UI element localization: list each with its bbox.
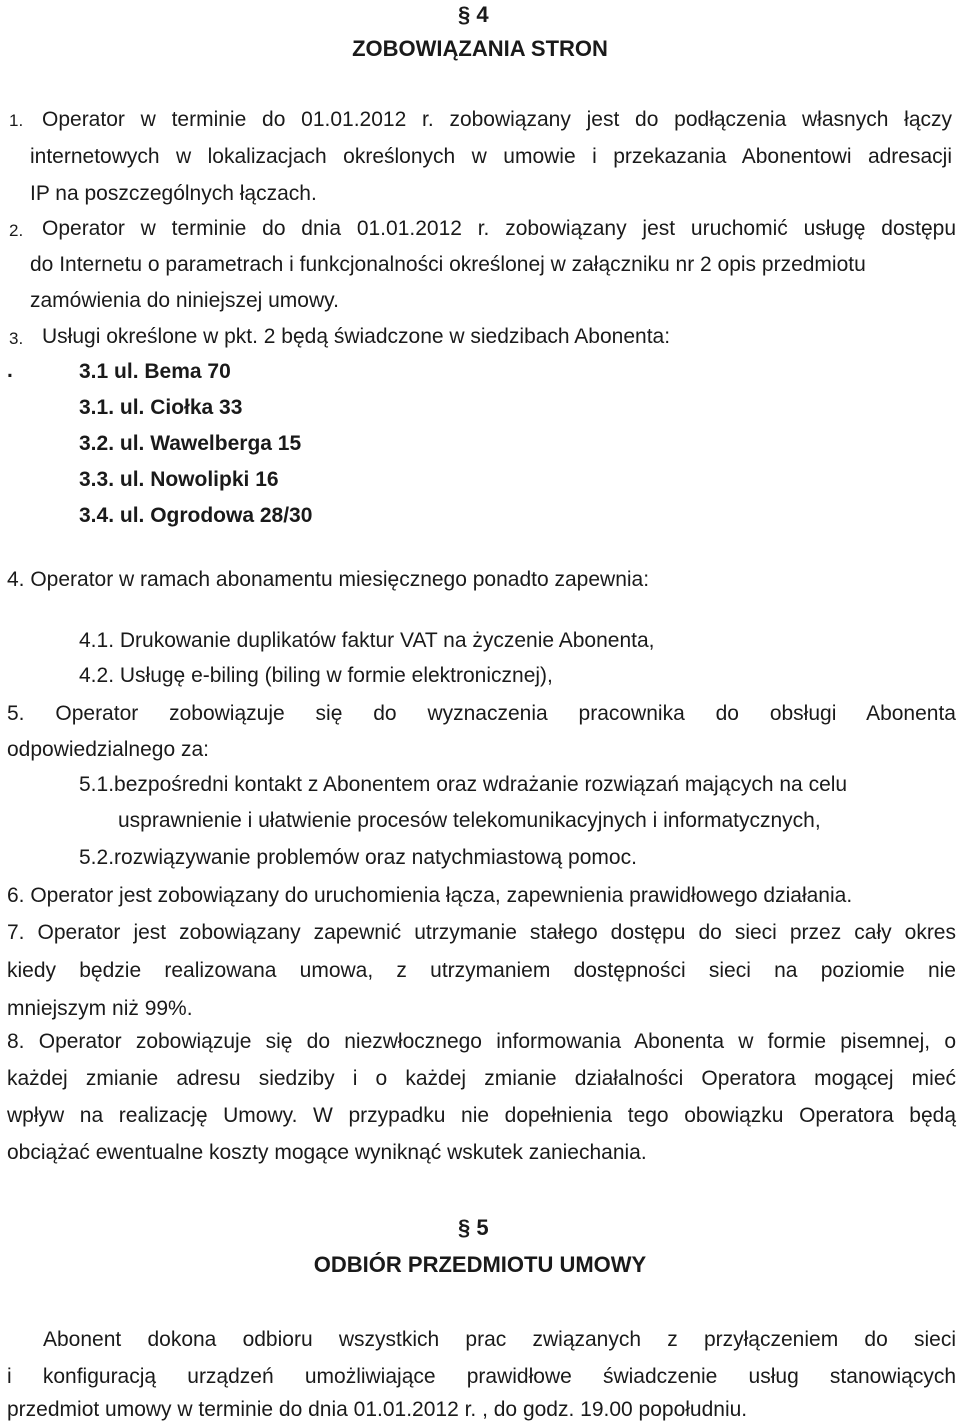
point-3-line-1: Usługi określone w pkt. 2 będą świadczone w siedzibach Abonenta: [42,325,671,348]
section-5-line-2: i konfiguracją urządzeń umożliwiające prawidłowe świadczenie usług stanowiących [7,1365,956,1388]
point-1-number: 1. [9,111,24,130]
section-4-title: ZOBOWIĄZANIA STRON [352,36,608,61]
point-2-line-3: zamówienia do niniejszej umowy. [30,289,339,312]
point-2-line-2: do Internetu o parametrach i funkcjonalności określonej w załączniku nr 2 opis przedmiotu [30,253,866,276]
section-5-title: ODBIÓR PRZEDMIOTU UMOWY [313,1252,647,1277]
section-5-line-3: przedmiot umowy w terminie do dnia 01.01.2012 r. , do godz. 19.00 popołudniu. [7,1398,748,1421]
point-8-line-3: wpływ na realizację Umowy. W przypadku nie dopełnienia tego obowiązku Operatora będą [7,1104,956,1127]
point-4-1-text: 4.1. Drukowanie duplikatów faktur VAT na życzenie Abonenta, [79,629,655,652]
point-3-number: 3. [9,329,24,348]
address-item: 3.1 ul. Bema 70 [79,360,231,383]
point-8-line-4: obciążać ewentualne koszty mogące wyniknąć wskutek zaniechania. [7,1141,647,1164]
point-5-line-1: 5. Operator zobowiązuje się do wyznaczenia pracownika do obsługi Abonenta [7,702,956,725]
address-list-marker: . [7,359,13,382]
point-7-line-1: 7. Operator jest zobowiązany zapewnić utrzymanie stałego dostępu do sieci przez cały okres [7,921,956,944]
point-2-number: 2. [9,221,24,240]
point-5-2-text: 5.2.rozwiązywanie problemów oraz natychmiastową pomoc. [79,846,637,869]
point-1-line-3: IP na poszczególnych łączach. [30,182,317,205]
address-item: 3.2. ul. Wawelberga 15 [79,432,302,455]
point-6-text: 6. Operator jest zobowiązany do uruchomienia łącza, zapewnienia prawidłowego działania. [7,884,853,907]
point-5-1-line-1: 5.1.bezpośredni kontakt z Abonentem oraz wdrażanie rozwiązań mających na celu [79,773,848,796]
section-5-sign: § 5 [458,1215,489,1240]
point-7-line-3: mniejszym niż 99%. [7,997,193,1020]
point-8-line-2: każdej zmianie adresu siedziby i o każdej zmianie działalności Operatora mogącej mieć [7,1067,956,1090]
section-5-line-1: Abonent dokona odbioru wszystkich prac związanych z przyłączeniem do sieci [43,1328,956,1351]
address-item: 3.1. ul. Ciołka 33 [79,396,243,419]
point-8-line-1: 8. Operator zobowiązuje się do niezwłocznego informowania Abonenta w formie pisemnej, o [7,1030,956,1053]
address-item: 3.4. ul. Ogrodowa 28/30 [79,504,313,527]
point-4-2-text: 4.2. Usługę e-biling (biling w formie elektronicznej), [79,664,553,687]
point-4-text: 4. Operator w ramach abonamentu miesięcznego ponadto zapewnia: [7,568,650,591]
point-5-1-line-2: usprawnienie i ułatwienie procesów telekomunikacyjnych i informatycznych, [118,809,821,832]
point-1-line-2: internetowych w lokalizacjach określonych w umowie i przekazania Abonentowi adresacji [30,145,952,168]
point-5-line-2: odpowiedzialnego za: [7,738,209,761]
point-2-line-1: Operator w terminie do dnia 01.01.2012 r. zobowiązany jest uruchomić usługę dostępu [42,217,956,240]
address-item: 3.3. ul. Nowolipki 16 [79,468,279,491]
point-1-line-1: Operator w terminie do 01.01.2012 r. zobowiązany jest do podłączenia własnych łączy [42,108,952,131]
section-4-sign: § 4 [458,2,489,27]
point-7-line-2: kiedy będzie realizowana umowa, z utrzymaniem dostępności sieci na poziomie nie [7,959,956,982]
